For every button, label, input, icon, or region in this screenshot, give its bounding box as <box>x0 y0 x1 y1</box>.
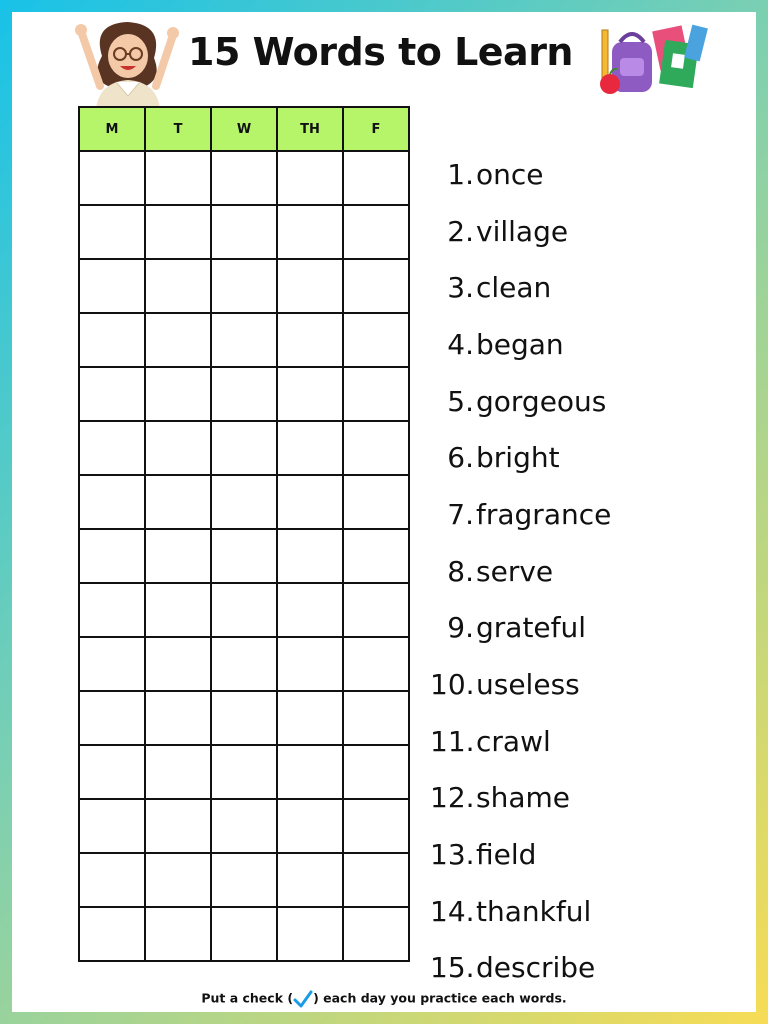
word-text: once <box>476 157 544 191</box>
word-item <box>430 486 730 543</box>
check-cell-m[interactable] <box>79 529 145 583</box>
word-text: describe <box>476 951 596 985</box>
word-item <box>430 146 730 203</box>
tracker-row <box>79 745 409 799</box>
check-cell-th[interactable] <box>277 475 343 529</box>
check-cell-f[interactable] <box>343 259 409 313</box>
check-cell-f[interactable] <box>343 583 409 637</box>
check-cell-th[interactable] <box>277 205 343 259</box>
check-cell-m[interactable] <box>79 907 145 961</box>
word-number: 6. <box>447 441 474 475</box>
check-cell-t[interactable] <box>145 529 211 583</box>
word-number: 8. <box>447 554 474 588</box>
check-cell-m[interactable] <box>79 259 145 313</box>
word-text: shame <box>476 781 570 815</box>
check-cell-t[interactable] <box>145 745 211 799</box>
word-item <box>430 883 730 940</box>
word-list <box>430 146 730 996</box>
word-number: 10. <box>430 668 475 702</box>
check-cell-t[interactable] <box>145 853 211 907</box>
word-item <box>430 373 730 430</box>
check-cell-m[interactable] <box>79 691 145 745</box>
tracker-row <box>79 583 409 637</box>
word-number: 7. <box>447 497 474 531</box>
check-cell-f[interactable] <box>343 637 409 691</box>
check-cell-t[interactable] <box>145 313 211 367</box>
check-cell-m[interactable] <box>79 583 145 637</box>
check-cell-w[interactable] <box>211 151 277 205</box>
check-cell-w[interactable] <box>211 691 277 745</box>
check-cell-th[interactable] <box>277 313 343 367</box>
word-text: bright <box>476 441 560 475</box>
check-cell-f[interactable] <box>343 205 409 259</box>
teacher-girl-illustration <box>72 16 182 108</box>
tracker-row <box>79 421 409 475</box>
tracker-row <box>79 637 409 691</box>
day-header-tue: T <box>145 107 211 151</box>
tracker-header-row <box>79 107 409 151</box>
check-cell-t[interactable] <box>145 475 211 529</box>
check-cell-w[interactable] <box>211 745 277 799</box>
check-cell-m[interactable] <box>79 205 145 259</box>
check-cell-th[interactable] <box>277 907 343 961</box>
check-cell-w[interactable] <box>211 367 277 421</box>
word-text: gorgeous <box>476 384 607 418</box>
check-cell-w[interactable] <box>211 583 277 637</box>
check-cell-f[interactable] <box>343 367 409 421</box>
check-cell-w[interactable] <box>211 421 277 475</box>
tracker-row <box>79 691 409 745</box>
word-number: 3. <box>447 271 474 305</box>
check-cell-t[interactable] <box>145 637 211 691</box>
word-item <box>430 543 730 600</box>
word-item <box>430 203 730 260</box>
check-cell-th[interactable] <box>277 259 343 313</box>
check-cell-t[interactable] <box>145 205 211 259</box>
check-cell-m[interactable] <box>79 475 145 529</box>
check-cell-th[interactable] <box>277 421 343 475</box>
page-title: 15 Words to Learn <box>188 30 573 74</box>
check-cell-th[interactable] <box>277 745 343 799</box>
tracker-row <box>79 853 409 907</box>
check-cell-m[interactable] <box>79 799 145 853</box>
check-cell-w[interactable] <box>211 637 277 691</box>
tracker-row <box>79 367 409 421</box>
word-item <box>430 656 730 713</box>
tracker-row <box>79 205 409 259</box>
check-cell-t[interactable] <box>145 367 211 421</box>
word-item <box>430 713 730 770</box>
practice-tracker-table <box>78 106 410 962</box>
check-cell-m[interactable] <box>79 151 145 205</box>
check-cell-t[interactable] <box>145 421 211 475</box>
check-cell-th[interactable] <box>277 583 343 637</box>
check-cell-w[interactable] <box>211 853 277 907</box>
check-cell-m[interactable] <box>79 313 145 367</box>
check-cell-t[interactable] <box>145 691 211 745</box>
check-cell-th[interactable] <box>277 799 343 853</box>
check-cell-w[interactable] <box>211 799 277 853</box>
word-number: 4. <box>447 327 474 361</box>
word-number: 2. <box>447 214 474 248</box>
check-cell-t[interactable] <box>145 799 211 853</box>
word-number: 1. <box>447 157 474 191</box>
tracker-body <box>79 151 409 961</box>
word-text: serve <box>476 554 554 588</box>
check-cell-th[interactable] <box>277 637 343 691</box>
word-text: village <box>476 214 569 248</box>
word-item <box>430 316 730 373</box>
check-cell-f[interactable] <box>343 151 409 205</box>
word-number: 15. <box>430 951 475 985</box>
word-text: useless <box>476 668 580 702</box>
check-cell-w[interactable] <box>211 907 277 961</box>
word-number: 5. <box>447 384 474 418</box>
word-number: 13. <box>430 838 475 872</box>
footer-text-before: Put a check ( <box>201 990 294 1006</box>
check-cell-t[interactable] <box>145 583 211 637</box>
check-cell-t[interactable] <box>145 259 211 313</box>
word-text: grateful <box>476 611 587 645</box>
word-item <box>430 770 730 827</box>
word-item <box>430 600 730 657</box>
day-header-mon: M <box>79 107 145 151</box>
checkmark-icon <box>293 990 313 1008</box>
tracker-row <box>79 475 409 529</box>
tracker-row <box>79 151 409 205</box>
check-cell-th[interactable] <box>277 691 343 745</box>
word-item <box>430 259 730 316</box>
check-cell-w[interactable] <box>211 529 277 583</box>
check-cell-f[interactable] <box>343 529 409 583</box>
word-text: began <box>476 327 564 361</box>
check-cell-th[interactable] <box>277 367 343 421</box>
check-cell-m[interactable] <box>79 421 145 475</box>
check-cell-f[interactable] <box>343 907 409 961</box>
check-cell-w[interactable] <box>211 475 277 529</box>
check-cell-f[interactable] <box>343 475 409 529</box>
day-header-wed: W <box>211 107 277 151</box>
footer-text-after: ) each day you practice each words. <box>313 990 567 1006</box>
check-cell-w[interactable] <box>211 205 277 259</box>
word-number: 9. <box>447 611 474 645</box>
check-cell-f[interactable] <box>343 313 409 367</box>
day-header-fri: F <box>343 107 409 151</box>
check-cell-f[interactable] <box>343 691 409 745</box>
word-text: clean <box>476 271 552 305</box>
word-text: fragrance <box>476 497 612 531</box>
check-cell-m[interactable] <box>79 367 145 421</box>
check-cell-f[interactable] <box>343 853 409 907</box>
word-item <box>430 429 730 486</box>
check-cell-t[interactable] <box>145 907 211 961</box>
check-cell-w[interactable] <box>211 313 277 367</box>
check-cell-th[interactable] <box>277 853 343 907</box>
word-text: thankful <box>476 894 592 928</box>
word-text: field <box>476 838 537 872</box>
check-cell-w[interactable] <box>211 259 277 313</box>
word-item <box>430 940 730 997</box>
word-text: crawl <box>476 724 551 758</box>
day-header-thu: TH <box>277 107 343 151</box>
tracker-row <box>79 799 409 853</box>
tracker-row <box>79 529 409 583</box>
word-number: 14. <box>430 894 475 928</box>
check-cell-m[interactable] <box>79 853 145 907</box>
check-cell-th[interactable] <box>277 529 343 583</box>
check-cell-m[interactable] <box>79 745 145 799</box>
tracker-row <box>79 313 409 367</box>
check-cell-th[interactable] <box>277 151 343 205</box>
tracker-row <box>79 907 409 961</box>
tracker-row <box>79 259 409 313</box>
check-cell-f[interactable] <box>343 799 409 853</box>
check-cell-m[interactable] <box>79 637 145 691</box>
check-cell-f[interactable] <box>343 745 409 799</box>
word-number: 12. <box>430 781 475 815</box>
word-item <box>430 826 730 883</box>
school-supplies-icon <box>598 22 710 98</box>
check-cell-f[interactable] <box>343 421 409 475</box>
word-number: 11. <box>430 724 475 758</box>
instruction-footer <box>0 990 768 1008</box>
check-cell-t[interactable] <box>145 151 211 205</box>
